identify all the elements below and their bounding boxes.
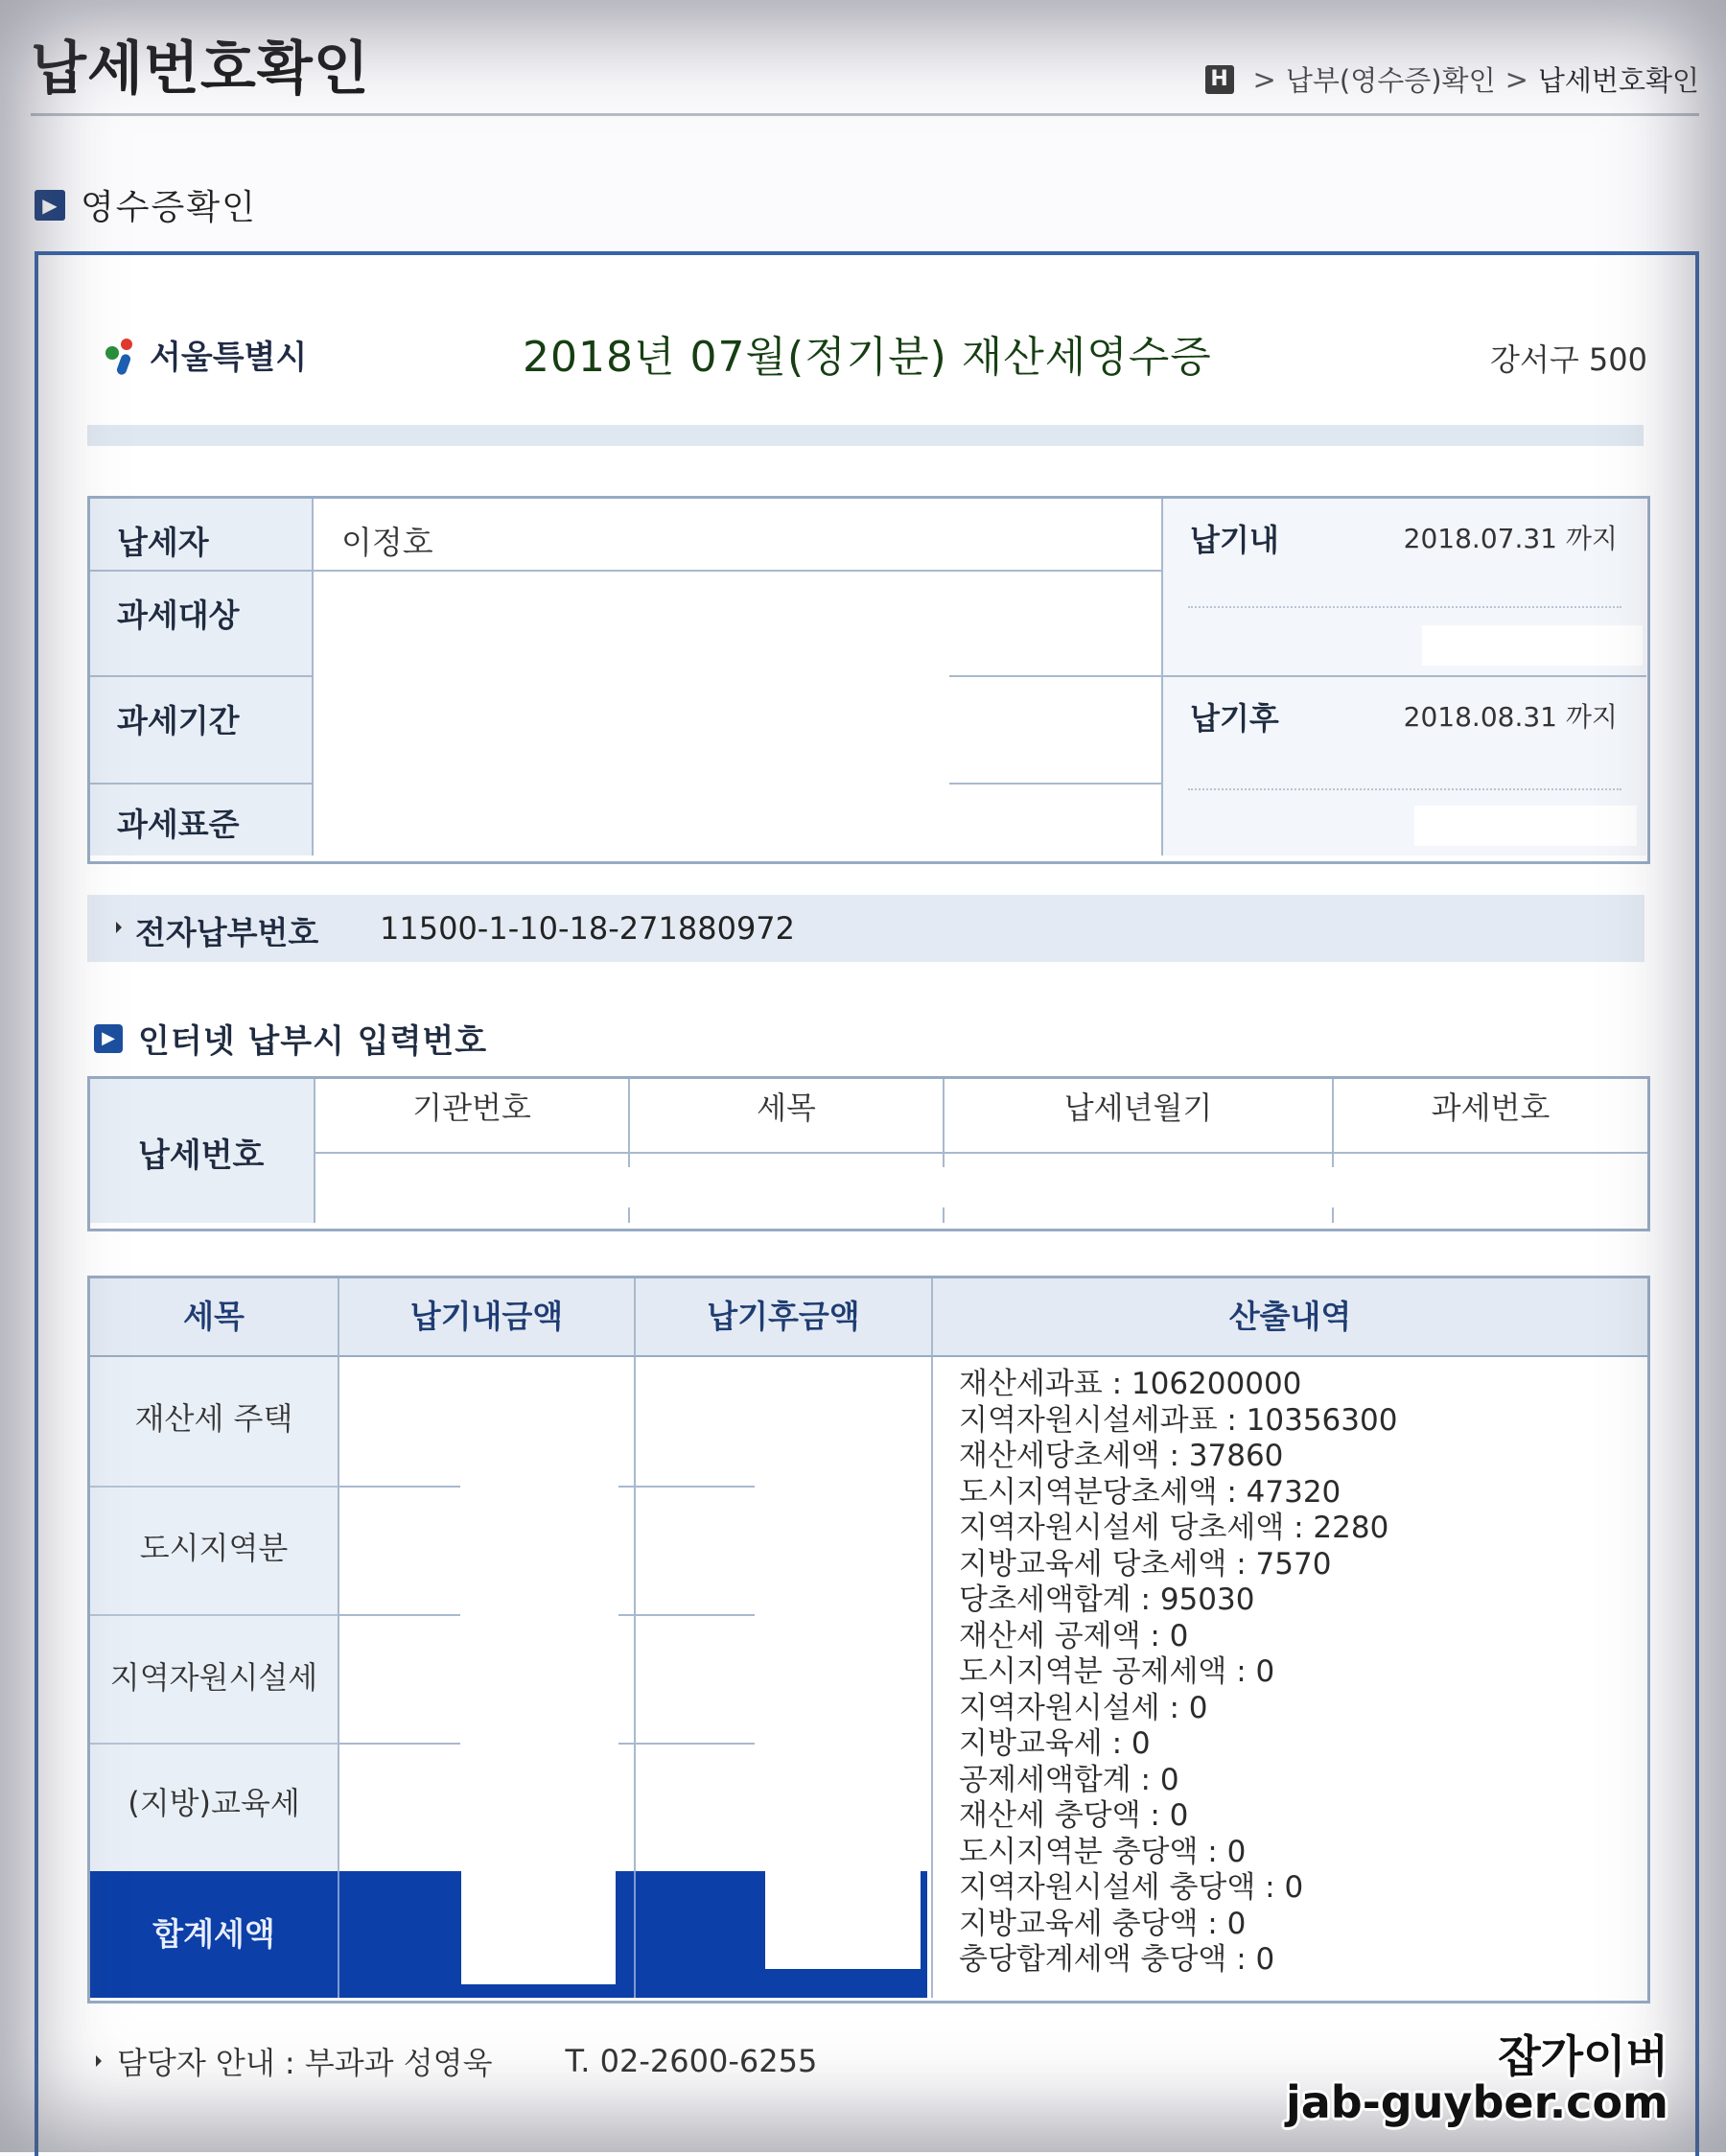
taxpayer-info-table [87, 496, 1650, 864]
calculation-details [959, 1367, 1630, 1979]
calc-line: 재산세 공제액 : 0 [959, 1618, 1189, 1653]
label-tax-base: 과세표준 [117, 806, 240, 843]
calc-line: 지역자원시설세과표 : 10356300 [959, 1402, 1398, 1438]
calc-line: 재산세 충당액 : 0 [959, 1798, 1189, 1833]
label-cell-tax-object [90, 572, 314, 675]
category-urban-area: 도시지역분 [90, 1488, 339, 1614]
calc-line: 지방교육세 충당액 : 0 [959, 1906, 1247, 1941]
arrow-right-icon: ▶ [94, 1024, 123, 1053]
calc-line: 지방교육세 당초세액 : 7570 [959, 1546, 1332, 1582]
calc-line: 당초세액합계 : 95030 [959, 1582, 1255, 1617]
total-tax-row [90, 1871, 927, 1998]
seoul-logo [100, 331, 307, 378]
label-taxpayer: 납세자 [117, 524, 209, 561]
watermark-url: jab-guyber.com [1285, 2076, 1668, 2128]
bullet-icon [116, 922, 122, 933]
label-tax-period: 과세기간 [117, 702, 240, 739]
due-before-label: 납기내 [1190, 522, 1279, 558]
district-code: 강서구 500 [1490, 341, 1647, 378]
calc-line: 도시지역분당초세액 : 47320 [959, 1474, 1341, 1510]
breadcrumb-item-receipt-check[interactable]: 납부(영수증)확인 [1285, 64, 1496, 97]
internet-payment-heading [94, 1015, 487, 1062]
calc-line: 도시지역분 충당액 : 0 [959, 1834, 1247, 1869]
due-date-panel [1161, 499, 1646, 855]
contact-phone: T. 02-2600-6255 [565, 2043, 818, 2079]
chevron-right-icon: > [1504, 62, 1528, 96]
epay-number[interactable]: 11500-1-10-18-271880972 [380, 910, 796, 947]
tax-number-label: 납세번호 [138, 1137, 265, 1175]
calc-line: 재산세과표 : 106200000 [959, 1367, 1302, 1401]
header-amount-before-due: 납기내금액 [339, 1278, 636, 1357]
payer-name: 이정호 [341, 524, 433, 561]
col-tax-year-month: 납세년월기 [945, 1079, 1334, 1152]
epay-label: 전자납부번호 [135, 914, 319, 951]
calc-line: 지방교육세 : 0 [959, 1726, 1151, 1761]
calc-line: 지역자원시설세 충당액 : 0 [959, 1870, 1304, 1905]
breadcrumb [1205, 59, 1699, 99]
logo-text: 서울특별시 [150, 339, 308, 377]
seoul-emblem-icon [100, 333, 144, 377]
col-tax-number: 과세번호 [1431, 1090, 1551, 1126]
header-tax-item: 세목 [90, 1278, 339, 1357]
total-before-due-value [461, 1871, 616, 1984]
header-calculation-details: 산출내역 [933, 1278, 1647, 1357]
total-after-due-value [765, 1871, 921, 1969]
watermark-title: 잡가이버 [1498, 2030, 1668, 2082]
section-title: 영수증확인 [81, 188, 257, 227]
col-tax-item: 세목 [630, 1079, 945, 1152]
col-agency-number: 기관번호 [315, 1079, 630, 1152]
total-tax-label: 합계세액 [152, 1915, 275, 1953]
section-header [35, 180, 257, 229]
due-after-date: 2018.08.31 까지 [1403, 701, 1618, 733]
category-local-education-tax: (지방)교육세 [90, 1745, 339, 1871]
page-title: 납세번호확인 [31, 35, 370, 103]
calc-line: 도시지역분 공제세액 : 0 [959, 1654, 1275, 1689]
label-cell-taxpayer [90, 499, 314, 570]
tax-number-label-cell [90, 1079, 315, 1223]
calc-line: 충당합계세액 충당액 : 0 [959, 1942, 1275, 1977]
tax-number-table [87, 1076, 1650, 1231]
category-property-tax-housing: 재산세 주택 [90, 1357, 339, 1486]
bullet-icon [96, 2055, 102, 2067]
receipt-title: 2018년 07월(정기분) 재산세영수증 [523, 333, 1212, 382]
chevron-right-icon: > [1252, 62, 1276, 96]
arrow-right-icon: ▶ [35, 190, 65, 221]
calc-line: 지역자원시설세 : 0 [959, 1690, 1208, 1725]
page-header [31, 17, 1699, 116]
due-before-date: 2018.07.31 까지 [1403, 523, 1618, 554]
contact-info [96, 2039, 817, 2083]
calc-line: 공제세액합계 : 0 [959, 1762, 1179, 1797]
label-tax-object: 과세대상 [117, 597, 240, 634]
breadcrumb-item-current: 납세번호확인 [1537, 64, 1699, 97]
label-cell-tax-period [90, 677, 314, 783]
label-cell-tax-base [90, 785, 314, 855]
category-regional-resource-tax: 지역자원시설세 [90, 1616, 339, 1743]
due-after-label: 납기후 [1190, 700, 1279, 737]
electronic-payment-number-row [87, 895, 1644, 962]
contact-person: 담당자 안내 : 부과과 성영욱 [117, 2045, 493, 2081]
internet-payment-heading-text: 인터넷 납부시 입력번호 [138, 1022, 488, 1061]
home-icon[interactable]: H [1205, 65, 1234, 94]
tax-amount-table [87, 1276, 1650, 2004]
calc-line: 지역자원시설세 당초세액 : 2280 [959, 1511, 1389, 1545]
header-amount-after-due: 납기후금액 [636, 1278, 933, 1357]
calc-line: 재산세당초세액 : 37860 [959, 1439, 1284, 1473]
divider-bar [87, 425, 1644, 446]
